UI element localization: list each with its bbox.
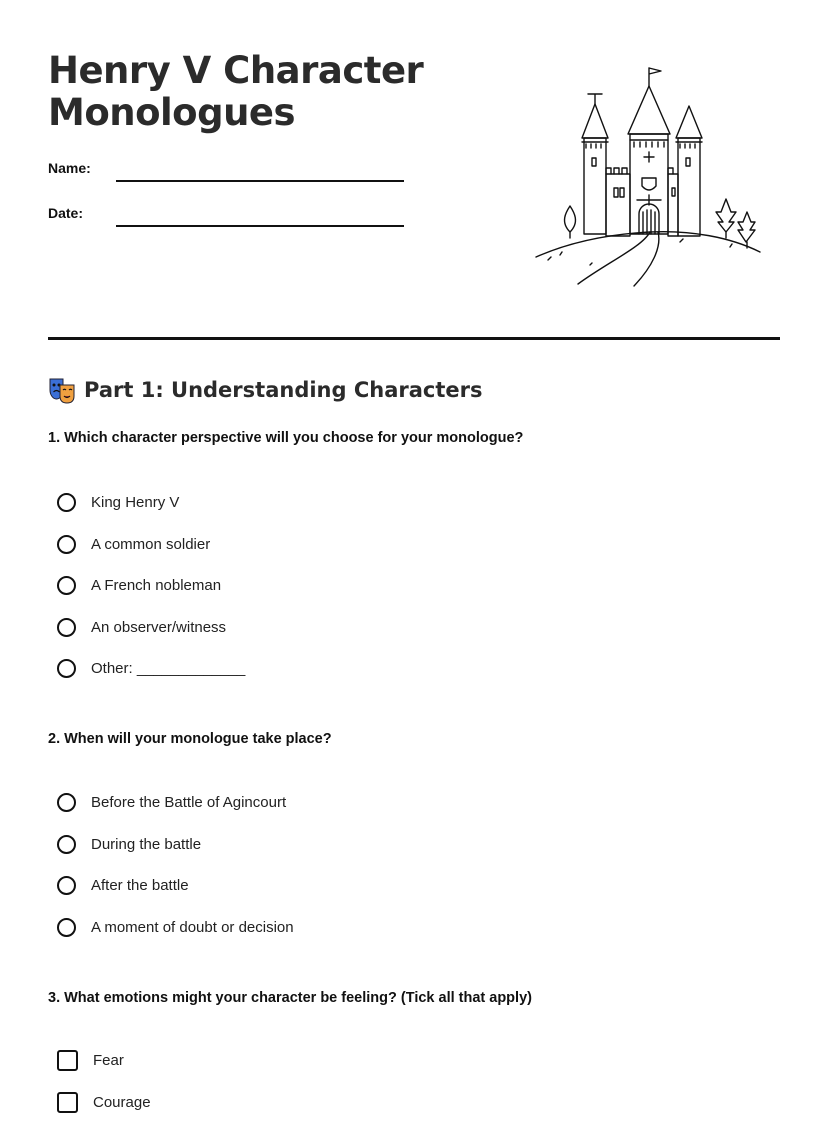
radio-button[interactable] [57,918,76,937]
radio-button[interactable] [57,876,76,895]
radio-button[interactable] [57,659,76,678]
checkbox[interactable] [57,1092,78,1113]
radio-option[interactable] [57,782,294,824]
radio-option[interactable] [57,607,245,649]
part-1-heading [48,374,483,406]
checkbox-option[interactable] [57,1040,151,1082]
option-label: A moment of doubt or decision [91,919,294,936]
name-label: Name: [48,160,91,176]
radio-button[interactable] [57,535,76,554]
option-label: During the battle [91,836,201,853]
name-write-line[interactable] [116,180,404,182]
checkbox[interactable] [57,1050,78,1071]
name-field[interactable] [48,160,408,190]
question-3-options [57,1040,151,1123]
radio-button[interactable] [57,576,76,595]
radio-option[interactable] [57,524,245,566]
radio-option[interactable] [57,482,245,524]
radio-option[interactable] [57,565,245,607]
radio-option[interactable] [57,865,294,907]
radio-option[interactable] [57,648,245,690]
radio-button[interactable] [57,618,76,637]
radio-option[interactable] [57,824,294,866]
radio-button[interactable] [57,493,76,512]
theatre-masks-icon [48,376,76,404]
question-1: 1. Which character perspective will you choose for your monologue? [48,430,523,446]
option-label: Courage [93,1094,151,1111]
page-title-line-2: Monologues [48,92,423,134]
castle-illustration [530,62,766,290]
date-field[interactable] [48,205,408,235]
question-2: 2. When will your monologue take place? [48,731,332,747]
option-label: Before the Battle of Agincourt [91,794,286,811]
option-label: Other: _____________ [91,660,245,677]
question-2-options [57,782,294,948]
option-label: King Henry V [91,494,179,511]
date-label: Date: [48,205,83,221]
option-label: A French nobleman [91,577,221,594]
page-title [48,50,423,134]
option-label: A common soldier [91,536,210,553]
radio-option[interactable] [57,907,294,949]
question-3: 3. What emotions might your character be feeling? (Tick all that apply) [48,990,532,1006]
option-label: An observer/witness [91,619,226,636]
page-title-line-1: Henry V Character [48,50,423,92]
radio-button[interactable] [57,835,76,854]
question-1-options [57,482,245,690]
part-1-title: Part 1: Understanding Characters [84,378,483,402]
checkbox-option[interactable] [57,1082,151,1123]
radio-button[interactable] [57,793,76,812]
option-label: After the battle [91,877,189,894]
option-label: Fear [93,1052,124,1069]
section-divider [48,337,780,340]
date-write-line[interactable] [116,225,404,227]
